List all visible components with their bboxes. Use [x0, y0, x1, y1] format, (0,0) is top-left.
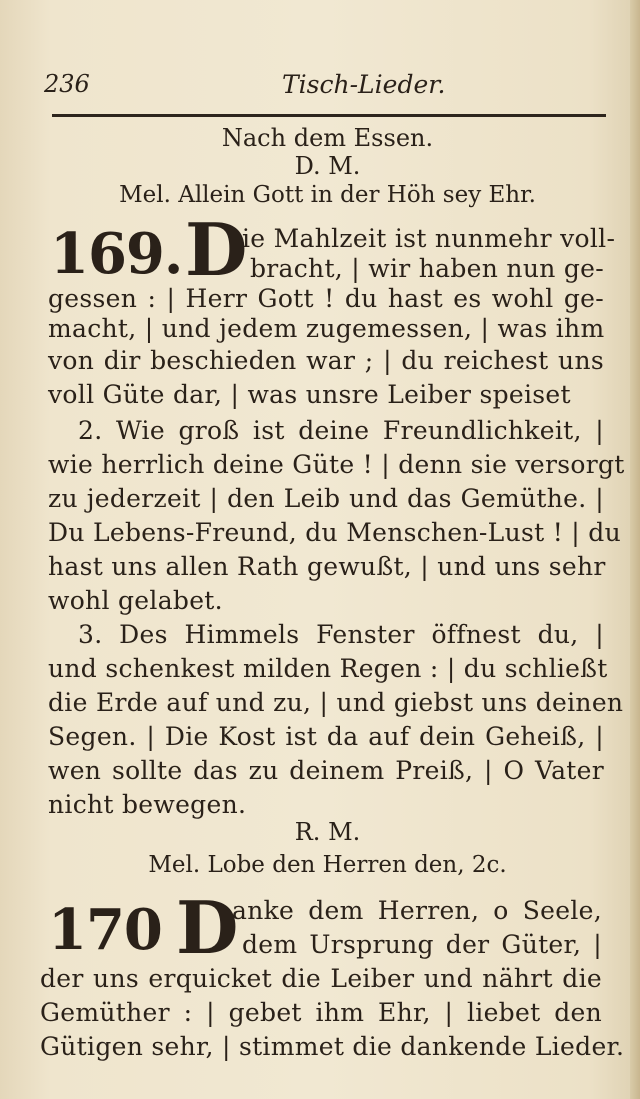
- hymn-169-line: Du Lebens-Freund, du Menschen-Lust ! | du: [48, 518, 621, 547]
- hymn-170-number: 170: [48, 897, 162, 963]
- hymn-169-subheading: D. M.: [294, 152, 361, 180]
- hymn-169-line: voll Güte dar, | was unsre Leiber speiset: [48, 380, 571, 409]
- hymn-169-line: hast uns allen Rath gewußt, | und uns sehr: [48, 552, 606, 581]
- hymn-169-line: wen sollte das zu deinem Preiß, | O Vater: [48, 756, 604, 785]
- header-rule: [52, 114, 606, 117]
- hymn-169-line: bracht, | wir haben nun ge-: [250, 254, 605, 283]
- hymn-170-line: Gütigen sehr, | stimmet die dankende Lieder.: [40, 1032, 625, 1061]
- hymn-169-melody: Mel. Allein Gott in der Höh sey Ehr.: [119, 182, 536, 208]
- running-title: Tisch-Lieder.: [282, 70, 446, 99]
- hymn-169-line: 2. Wie groß ist deine Freundlichkeit, |: [78, 416, 604, 445]
- hymn-169-dropcap: D: [185, 207, 248, 292]
- running-header: [44, 70, 609, 102]
- hymn-170-dropcap: D: [176, 885, 239, 970]
- hymn-170-melody: Mel. Lobe den Herren den, 2c.: [148, 852, 507, 878]
- hymn-170-line: dem Ursprung der Güter, |: [242, 930, 602, 959]
- hymn-169-line: wohl gelabet.: [48, 586, 223, 615]
- hymn-169-line: die Erde auf und zu, | und giebst uns deinen: [48, 688, 624, 717]
- hymn-170-line: anke dem Herren, o Seele,: [232, 896, 602, 925]
- hymn-169-line: und schenkest milden Regen : | du schließt: [48, 654, 608, 683]
- hymn-169-line: von dir beschieden war ; | du reichest uns: [48, 346, 604, 375]
- hymn-170-subheading: R. M.: [294, 818, 361, 846]
- hymn-169-line: ie Mahlzeit ist nunmehr voll-: [242, 224, 616, 253]
- hymn-169-line: gessen : | Herr Gott ! du hast es wohl ge-: [48, 284, 604, 313]
- hymn-169-line: wie herrlich deine Güte ! | denn sie versorgt: [48, 450, 625, 479]
- hymn-170-line: Gemüther : | gebet ihm Ehr, | liebet den: [40, 998, 602, 1027]
- hymn-170-line: der uns erquicket die Leiber und nährt die: [40, 964, 602, 993]
- hymn-169-line: macht, | und jedem zugemessen, | was ihm: [48, 314, 605, 343]
- hymn-169-line: 3. Des Himmels Fenster öffnest du, |: [78, 620, 604, 649]
- hymn-169-line: zu jederzeit | den Leib und das Gemüthe. |: [48, 484, 604, 513]
- hymn-169-line: nicht bewegen.: [48, 790, 247, 819]
- hymn-169-line: Segen. | Die Kost ist da auf dein Geheiß, |: [48, 722, 604, 751]
- hymn-169-number: 169.: [50, 221, 183, 287]
- hymn-169-heading: Nach dem Essen.: [221, 124, 434, 152]
- page-edge: [630, 0, 640, 1099]
- page-number: 236: [44, 70, 90, 98]
